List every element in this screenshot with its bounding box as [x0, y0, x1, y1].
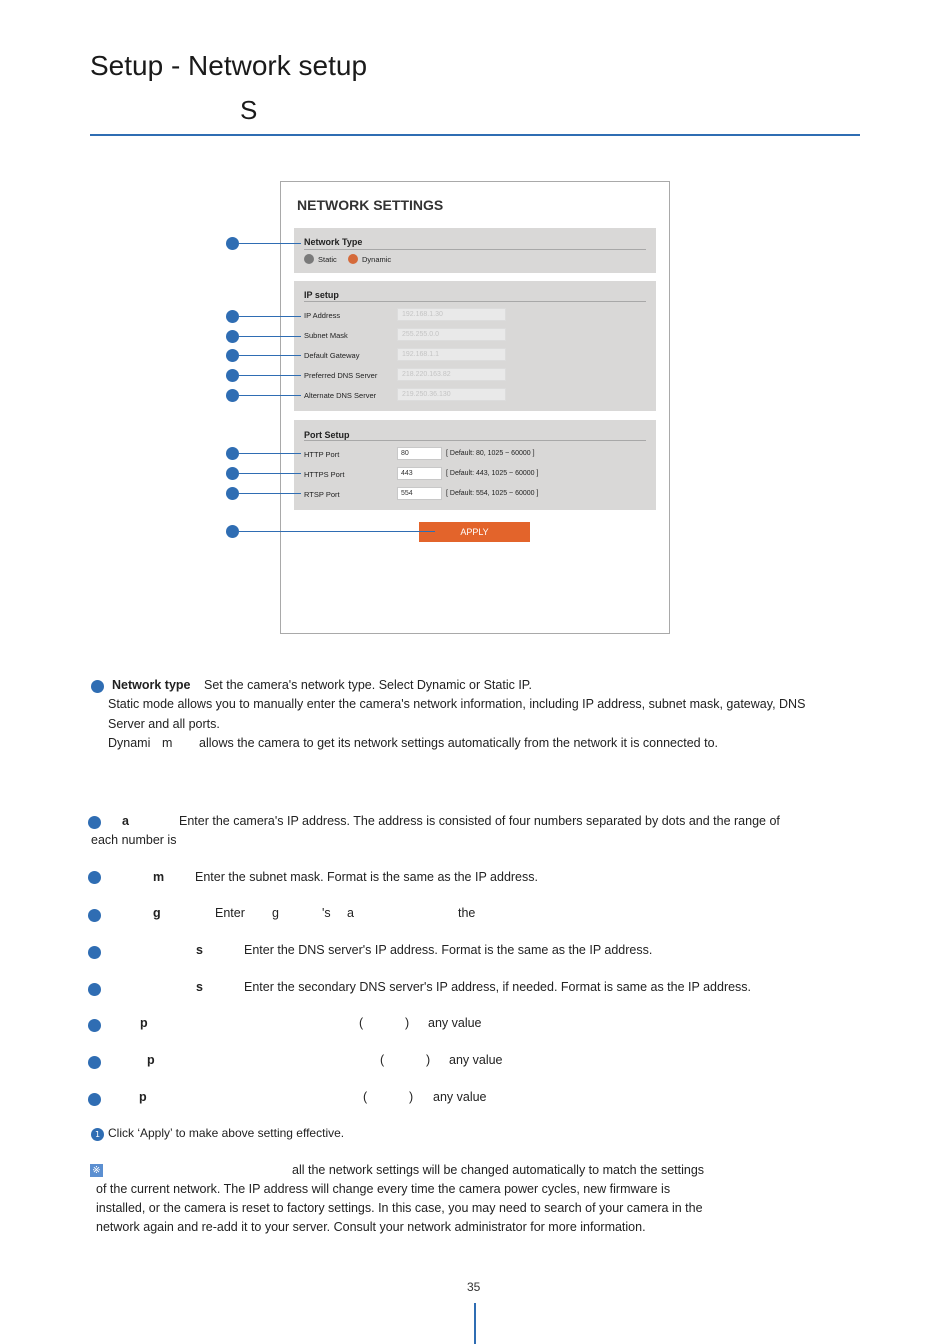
bullet-http-port [88, 1019, 101, 1032]
http-port-paren-open: ( [359, 1016, 364, 1030]
gateway-part3: 's [322, 906, 331, 920]
apply-description: Click ‘Apply’ to make above setting effective. [108, 1126, 345, 1140]
bullet-rtsp-port [88, 1093, 101, 1106]
note-line1: all the network settings will be changed automatically to match the settings [292, 1163, 705, 1177]
apply-marker: 1 [91, 1128, 104, 1141]
callout-dot-2 [226, 310, 239, 323]
static-radio[interactable] [304, 254, 314, 264]
bullet-alternate-dns [88, 983, 101, 996]
callout-line-9 [239, 493, 301, 494]
callout-line-7 [239, 453, 301, 454]
page-number: 35 [467, 1280, 481, 1294]
gateway-part2: g [272, 906, 279, 920]
http-port-field[interactable]: 80 [397, 447, 442, 460]
callout-dot-1 [226, 237, 239, 250]
https-port-term: p [147, 1053, 155, 1067]
apply-button[interactable]: APPLY [419, 522, 530, 542]
subnet-mask-field[interactable]: 255.255.0.0 [397, 328, 506, 341]
http-port-label: HTTP Port [304, 450, 340, 459]
preferred-dns-term: s [196, 943, 203, 957]
http-port-text: any value [428, 1016, 482, 1030]
bullet-network-type [91, 680, 104, 693]
subnet-mask-label: Subnet Mask [304, 331, 348, 340]
gateway-part1: Enter [215, 906, 245, 920]
http-port-hint: [ Default: 80, 1025 ~ 60000 ] [446, 450, 535, 457]
preferred-dns-label: Preferred DNS Server [304, 371, 378, 380]
network-type-line4-c: allows the camera to get its network settings automatically from the network it is connected to. [199, 736, 718, 750]
callout-line-3 [239, 336, 301, 337]
callout-line-10 [239, 531, 435, 532]
ip-address-term: a [122, 814, 129, 828]
https-port-text: any value [449, 1053, 503, 1067]
bullet-default-gateway [88, 909, 101, 922]
network-type-section [294, 228, 656, 273]
alternate-dns-term: s [196, 980, 203, 994]
callout-dot-6 [226, 389, 239, 402]
bullet-preferred-dns [88, 946, 101, 959]
page-subtitle: S [240, 95, 258, 125]
title-divider [90, 134, 860, 136]
rtsp-port-field[interactable]: 554 [397, 487, 442, 500]
network-type-title: Network Type [304, 237, 363, 247]
https-port-paren-open: ( [380, 1053, 385, 1067]
callout-dot-10 [226, 525, 239, 538]
rtsp-port-label: RTSP Port [304, 490, 340, 499]
callout-dot-5 [226, 369, 239, 382]
callout-dot-7 [226, 447, 239, 460]
network-type-line4-a: Dynami [108, 736, 151, 750]
callout-dot-3 [226, 330, 239, 343]
http-port-paren-close: ) [405, 1016, 410, 1030]
preferred-dns-text: Enter the DNS server's IP address. Format is the same as the IP address. [244, 943, 653, 957]
callout-line-8 [239, 473, 301, 474]
ip-address-label: IP Address [304, 311, 341, 320]
rtsp-port-paren-close: ) [409, 1090, 414, 1104]
network-type-line3: Server and all ports. [108, 717, 220, 731]
ip-address-line2: each number is [91, 833, 177, 847]
alternate-dns-label: Alternate DNS Server [304, 391, 377, 400]
panel-heading: NETWORK SETTINGS [297, 197, 444, 213]
https-port-hint: [ Default: 443, 1025 ~ 60000 ] [446, 470, 539, 477]
callout-line-4 [239, 355, 301, 356]
preferred-dns-field[interactable]: 218.220.163.82 [397, 368, 506, 381]
section-divider [304, 440, 646, 441]
gateway-term: g [153, 906, 161, 920]
gateway-part5: the [458, 906, 476, 920]
https-port-paren-close: ) [426, 1053, 431, 1067]
callout-line-1 [239, 243, 301, 244]
dynamic-radio-label: Dynamic [362, 255, 392, 264]
note-line3: installed, or the camera is reset to factory settings. In this case, you may need to search of your camera in the [96, 1201, 703, 1215]
note-line4: network again and re-add it to your server. Consult your network administrator for more information. [96, 1220, 646, 1234]
callout-line-6 [239, 395, 301, 396]
footer-divider [474, 1303, 476, 1344]
callout-dot-8 [226, 467, 239, 480]
rtsp-port-term: p [139, 1090, 147, 1104]
rtsp-port-text: any value [433, 1090, 487, 1104]
network-type-term: Network type [112, 678, 191, 692]
rtsp-port-paren-open: ( [363, 1090, 368, 1104]
https-port-label: HTTPS Port [304, 470, 345, 479]
default-gateway-label: Default Gateway [304, 351, 360, 360]
http-port-term: p [140, 1016, 148, 1030]
bullet-subnet-mask [88, 871, 101, 884]
static-radio-label: Static [318, 255, 337, 264]
default-gateway-field[interactable]: 192.168.1.1 [397, 348, 506, 361]
alternate-dns-field[interactable]: 219.250.36.130 [397, 388, 506, 401]
section-divider [304, 301, 646, 302]
ip-setup-title: IP setup [304, 290, 339, 300]
network-type-line2: Static mode allows you to manually enter the camera's network information, including IP address, subnet mask, gateway, DNS [108, 697, 806, 711]
https-port-field[interactable]: 443 [397, 467, 442, 480]
section-divider [304, 249, 646, 250]
note-line2: of the current network. The IP address will change every time the camera power cycles, new firmware is [96, 1182, 671, 1196]
port-setup-title: Port Setup [304, 430, 350, 440]
callout-dot-9 [226, 487, 239, 500]
callout-line-2 [239, 316, 301, 317]
callout-line-5 [239, 375, 301, 376]
note-icon: ※ [90, 1164, 103, 1177]
ip-address-text: Enter the camera's IP address. The address is consisted of four numbers separated by dots and the range of [179, 814, 780, 828]
bullet-ip-address [88, 816, 101, 829]
network-type-line4-b: m [162, 736, 173, 750]
bullet-https-port [88, 1056, 101, 1069]
rtsp-port-hint: [ Default: 554, 1025 ~ 60000 ] [446, 490, 539, 497]
ip-address-field[interactable]: 192.168.1.30 [397, 308, 506, 321]
alternate-dns-text: Enter the secondary DNS server's IP address, if needed. Format is same as the IP address. [244, 980, 752, 994]
dynamic-radio[interactable] [348, 254, 358, 264]
subnet-mask-term: m [153, 870, 165, 884]
page-title: Setup - Network setup [90, 50, 368, 81]
gateway-part4: a [347, 906, 354, 920]
network-type-text: Set the camera's network type. Select Dynamic or Static IP. [204, 678, 532, 692]
callout-dot-4 [226, 349, 239, 362]
subnet-mask-text: Enter the subnet mask. Format is the same as the IP address. [195, 870, 538, 884]
